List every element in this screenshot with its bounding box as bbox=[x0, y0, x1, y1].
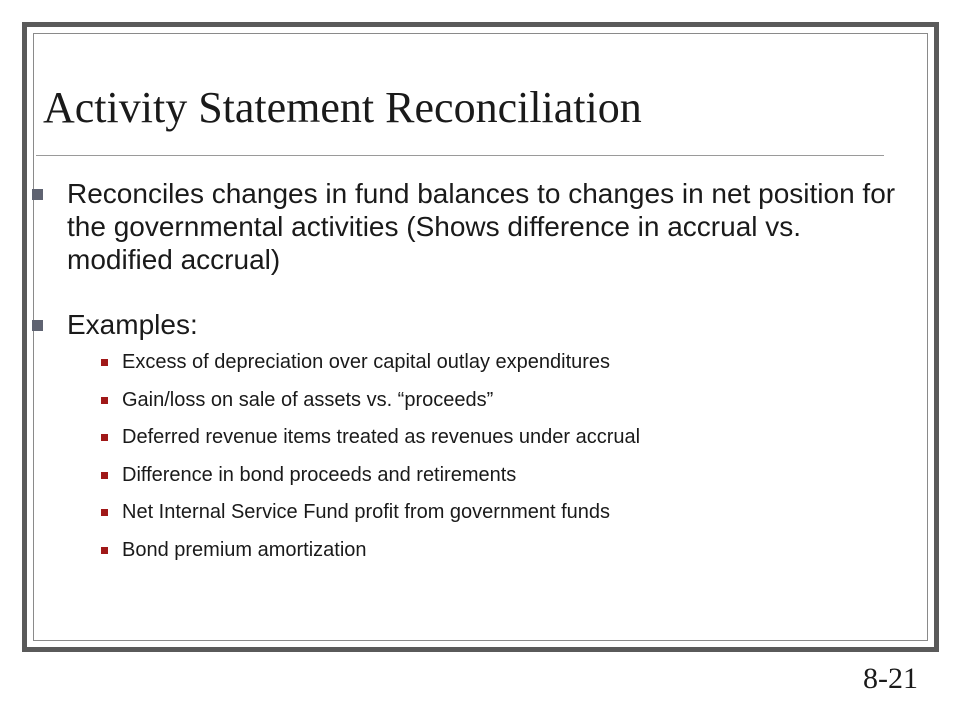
bullet-examples bbox=[67, 308, 897, 341]
slide-title: Activity Statement Reconciliation bbox=[43, 83, 642, 132]
square-bullet-icon bbox=[101, 472, 108, 479]
square-bullet-icon bbox=[101, 547, 108, 554]
bullet-text: Reconciles changes in fund balances to changes in net position for the governmental activities (Shows difference in accrual vs. modified accrual) bbox=[67, 178, 896, 275]
sub-bullet-text: Excess of depreciation over capital outlay expenditures bbox=[122, 351, 611, 373]
sub-bullet-item bbox=[108, 350, 908, 388]
sub-bullet-item bbox=[108, 538, 908, 576]
square-bullet-icon bbox=[101, 397, 108, 404]
sub-bullet-item bbox=[108, 425, 908, 463]
slide-number: 8-21 bbox=[863, 662, 918, 695]
sub-bullet-item bbox=[108, 388, 908, 426]
square-bullet-icon bbox=[32, 320, 43, 331]
sub-bullet-item bbox=[108, 463, 908, 501]
sub-bullet-text: Bond premium amortization bbox=[122, 538, 367, 561]
bullet-reconciles bbox=[67, 177, 897, 276]
square-bullet-icon bbox=[101, 359, 108, 366]
title-divider bbox=[36, 155, 884, 156]
sub-bullet-text: Gain/loss on sale of assets vs. “proceeds” bbox=[122, 388, 494, 411]
square-bullet-icon bbox=[101, 434, 108, 441]
square-bullet-icon bbox=[101, 509, 108, 516]
sub-bullet-text: Difference in bond proceeds and retirements bbox=[122, 463, 517, 486]
sub-bullet-item bbox=[108, 500, 908, 538]
sub-bullet-text: Deferred revenue items treated as revenues under accrual bbox=[122, 426, 641, 448]
bullet-text: Examples: bbox=[67, 309, 198, 340]
square-bullet-icon bbox=[32, 189, 43, 200]
examples-sub-list bbox=[108, 350, 908, 575]
sub-bullet-text: Net Internal Service Fund profit from government funds bbox=[122, 501, 611, 523]
